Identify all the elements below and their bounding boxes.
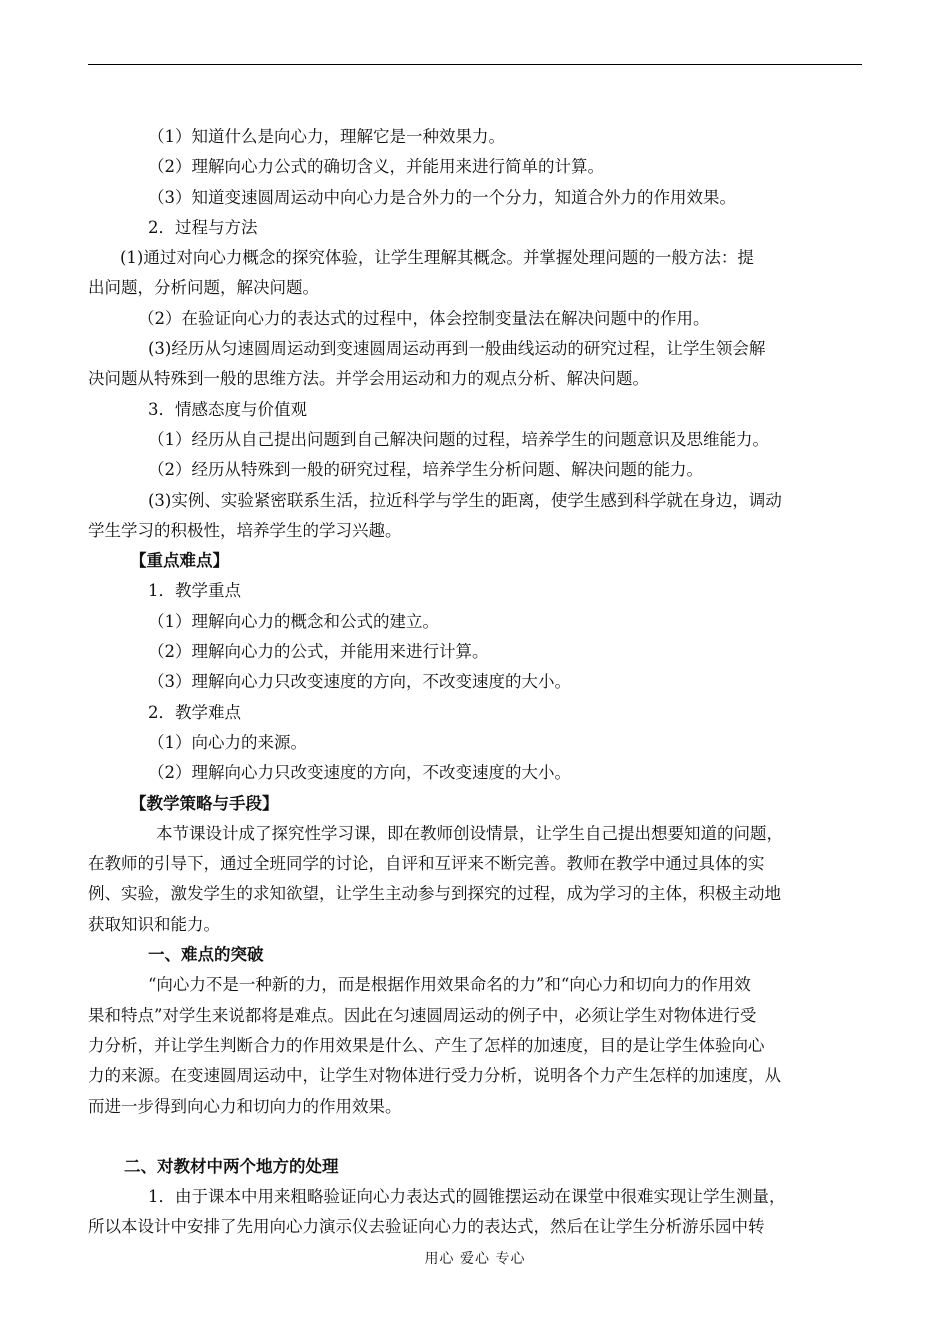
text-line: （1）经历从自己提出问题到自己解决问题的过程，培养学生的问题意识及思维能力。 [148, 429, 769, 449]
text-line: 本节课设计成了探究性学习课，即在教师创设情景，让学生自己提出想要知道的问题， [156, 823, 783, 843]
text-line: （2）在验证向心力的表达式的过程中，体会控制变量法在解决问题中的作用。 [138, 308, 710, 328]
text-line: 力分析，并让学生判断合力的作用效果是什么、产生了怎样的加速度，目的是让学生体验向心 [88, 1035, 765, 1055]
text-line: (3)实例、实验紧密联系生活，拉近科学与学生的距离，使学生感到科学就在身边，调动 [148, 490, 782, 510]
text-line: 获取知识和能力。 [88, 914, 220, 934]
text-line: 例、实验，激发学生的求知欲望，让学生主动参与到探究的过程，成为学习的主体，积极主动地 [88, 884, 781, 904]
text-line: （2）理解向心力的公式，并能用来进行计算。 [148, 642, 489, 662]
section-heading: 3．情感态度与价值观 [148, 399, 307, 419]
text-line: 在教师的引导下，通过全班同学的讨论，自评和互评来不断完善。教师在教学中通过具体的实 [88, 854, 765, 874]
section-heading: 2．过程与方法 [148, 217, 258, 237]
blank-line [88, 1122, 864, 1152]
text-line: (1)通过对向心力概念的探究体验，让学生理解其概念。并掌握处理问题的一般方法：提 [120, 248, 754, 268]
text-line: （3）知道变速圆周运动中向心力是合外力的一个分力，知道合外力的作用效果。 [148, 187, 736, 207]
text-line: （2）经历从特殊到一般的研究过程，培养学生分析问题、解决问题的能力。 [148, 460, 703, 480]
text-line: （2）理解向心力只改变速度的方向，不改变速度的大小。 [148, 763, 571, 783]
header-rule [88, 64, 862, 65]
text-line: （2）理解向心力公式的确切含义，并能用来进行简单的计算。 [148, 157, 604, 177]
document-body [88, 122, 864, 1243]
text-line: 所以本设计中安排了先用向心力演示仪去验证向心力的表达式，然后在让学生分析游乐园中转 [88, 1217, 765, 1237]
subsection-heading: 一、难点的突破 [148, 945, 264, 965]
text-line: （1）理解向心力的概念和公式的建立。 [148, 611, 439, 631]
text-line: 力的来源。在变速圆周运动中，让学生对物体进行受力分析，说明各个力产生怎样的加速度，从 [88, 1066, 781, 1086]
text-line: 决问题从特殊到一般的思维方法。并学会用运动和力的观点分析、解决问题。 [88, 369, 649, 389]
section-heading: 2．教学难点 [148, 702, 241, 722]
text-line: 果和特点”对学生来说都将是难点。因此在匀速圆周运动的例子中，必须让学生对物体进行受 [88, 1005, 757, 1025]
text-line: “向心力不是一种新的力，而是根据作用效果命名的力”和“向心力和切向力的作用效 [148, 975, 751, 995]
text-line: （3）理解向心力只改变速度的方向，不改变速度的大小。 [148, 672, 571, 692]
page-footer: 用心 爱心 专心 [424, 1251, 526, 1267]
text-line: 出问题，分析问题，解决问题。 [88, 278, 319, 298]
text-line: （1）向心力的来源。 [148, 732, 307, 752]
text-line: （1）知道什么是向心力，理解它是一种效果力。 [148, 127, 505, 146]
text-line: 学生学习的积极性，培养学生的学习兴趣。 [88, 520, 402, 540]
section-heading: 1．教学重点 [148, 581, 241, 601]
subsection-heading: 二、对教材中两个地方的处理 [124, 1156, 339, 1176]
text-line: 1．由于课本中用来粗略验证向心力表达式的圆锥摆运动在课堂中很难实现让学生测量， [148, 1187, 786, 1207]
text-line: (3)经历从匀速圆周运动到变速圆周运动再到一般曲线运动的研究过程，让学生领会解 [148, 339, 766, 359]
text-line: 而进一步得到向心力和切向力的作用效果。 [88, 1096, 402, 1116]
bracket-heading: 【重点难点】 [130, 551, 229, 571]
bracket-heading: 【教学策略与手段】 [130, 793, 279, 813]
